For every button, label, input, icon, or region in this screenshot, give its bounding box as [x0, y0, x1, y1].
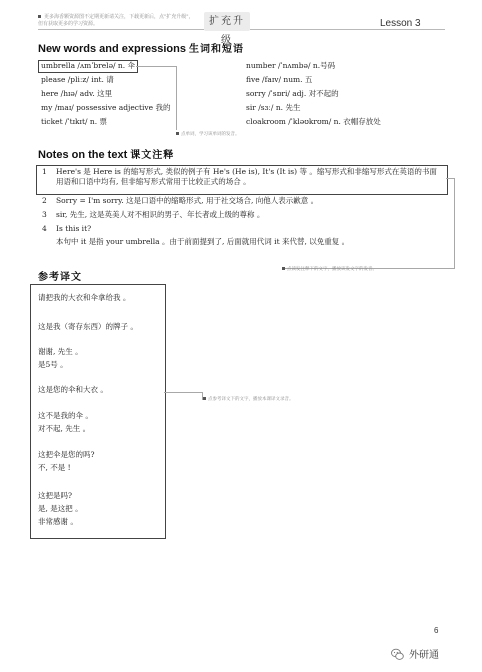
words-heading	[38, 40, 244, 55]
lesson-label: Lesson 3	[380, 18, 421, 29]
pointer-line	[176, 66, 177, 130]
notes-heading	[38, 146, 174, 161]
header-divider-left	[38, 29, 204, 30]
bullet-icon	[38, 15, 41, 18]
translation-side-note-text: 点参考译文下的文字，播放本课译文录音。	[208, 397, 294, 402]
note-text[interactable]: Here's 是 Here is 的缩写形式, 类似的例子有 He's (He is), It's (It is) 等 。缩写形式和非缩写形式在英语的书面用语和口语中均有, 但非缩写形式常用于比较正式的场合 。	[56, 167, 437, 186]
note-number: 3	[42, 210, 47, 219]
vocab-item[interactable]: please /pliːz/ int. 请	[41, 75, 114, 84]
notes-side-note	[282, 266, 377, 272]
translation-line: 请把我的大衣和伞拿给我 。	[38, 293, 131, 302]
translation-heading: 参考译文	[38, 272, 82, 283]
vocab-item[interactable]: here /hɪə/ adv. 这里	[41, 89, 113, 98]
translation-line: 是5号 。	[38, 360, 68, 369]
words-heading-zh: 生词和短语	[189, 44, 244, 55]
wechat-icon	[391, 646, 404, 659]
vocab-item[interactable]: sir /sɜː/ n. 先生	[246, 103, 301, 112]
notes-heading-en: Notes on the text	[38, 149, 128, 161]
bullet-icon	[282, 267, 285, 270]
bullet-icon	[203, 397, 206, 400]
note-number: 4	[42, 224, 47, 233]
words-side-note	[176, 131, 240, 137]
note-text[interactable]: 本句中 it 是指 your umbrella 。由于前面提到了, 后面就用代词 it 来代替, 以免重复 。	[56, 237, 350, 246]
header-tip	[38, 14, 198, 28]
translation-line: 对不起, 先生 。	[38, 424, 91, 433]
page-number: 6	[434, 626, 439, 635]
notes-heading-zh: 课文注释	[130, 150, 175, 161]
note-number: 1	[42, 167, 47, 176]
translation-line: 非常感谢 。	[38, 517, 78, 526]
pointer-line	[454, 178, 455, 268]
pointer-line	[164, 392, 202, 393]
translation-line: 这把是吗?	[38, 491, 73, 500]
translation-line: 这把伞是您的吗?	[38, 450, 95, 459]
vocab-item[interactable]: umbrella /ʌmˈbrelə/ n. 伞	[41, 61, 136, 70]
bullet-icon	[176, 132, 179, 135]
note-text[interactable]: Is this it?	[56, 224, 92, 233]
pointer-line	[446, 178, 454, 179]
vocab-item[interactable]: ticket /ˈtɪkɪt/ n. 票	[41, 117, 107, 126]
translation-line: 不, 不是 !	[38, 463, 71, 472]
vocab-item[interactable]: five /faɪv/ num. 五	[246, 75, 313, 84]
vocab-item[interactable]: sorry /ˈsɒri/ adj. 对不起的	[246, 89, 339, 98]
words-side-note-text: 点单词，学习该单词的发音。	[181, 132, 240, 137]
vocab-item[interactable]: cloakroom /ˈkləʊkrʊm/ n. 衣帽存放处	[246, 117, 381, 126]
translation-line: 这是我（寄存东西）的牌子 。	[38, 322, 138, 331]
vocab-item[interactable]: number /ˈnʌmbə/ n.号码	[246, 61, 336, 70]
header-tip-text: 更多海香颗资源图不定期更新请关注，下载更新后，点"扩充升级"，但有获取更多的学习资源。	[38, 14, 194, 27]
note-text[interactable]: sir, 先生, 这是英美人对不相识的男子、年长者或上级的尊称 。	[56, 210, 265, 219]
translation-side-note	[203, 396, 294, 402]
note-number: 2	[42, 196, 47, 205]
translation-line: 是, 是这把 。	[38, 504, 83, 513]
expand-upgrade-tab[interactable]: 扩充升级	[204, 12, 250, 31]
brand-name: 外研通	[409, 650, 439, 661]
header-divider-right	[250, 29, 445, 30]
footer-brand	[391, 644, 473, 662]
words-heading-en: New words and expressions	[38, 43, 186, 55]
translation-line: 谢谢, 先生 。	[38, 347, 83, 356]
note-text[interactable]: Sorry = I'm sorry. 这是口语中的缩略形式, 用于社交场合, 向他人表示歉意 。	[56, 196, 319, 205]
pointer-line	[136, 66, 176, 67]
translation-line: 这不是我的伞 。	[38, 411, 93, 420]
translation-line: 这是您的伞和大衣 。	[38, 385, 108, 394]
notes-side-note-text: 点读发注释下的文字，播放该发文字的发音。	[287, 267, 377, 272]
vocab-item[interactable]: my /maɪ/ possessive adjective 我的	[41, 103, 171, 112]
